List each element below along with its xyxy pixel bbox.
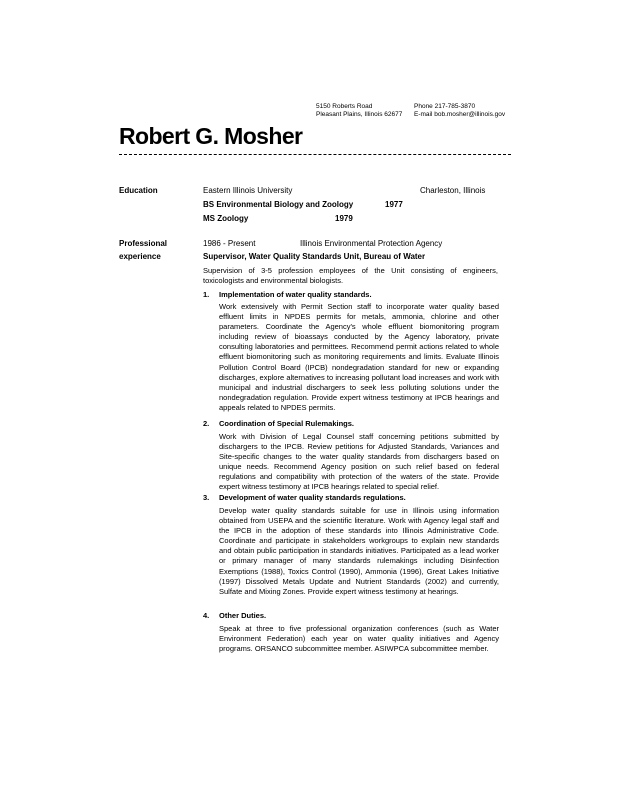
contact-address <box>316 103 402 119</box>
header-divider <box>119 154 511 156</box>
item-2-body <box>219 432 499 493</box>
experience-label-line-1: Professional <box>119 239 168 248</box>
education-school: Eastern Illinois University <box>203 186 293 195</box>
experience-label-line-2: experience <box>119 252 161 261</box>
education-degree-1: BS Environmental Biology and Zoology <box>203 200 354 209</box>
experience-job-title: Supervisor, Water Quality Standards Unit, Bureau of Water <box>203 252 426 261</box>
address-line-2: Pleasant Plains, Illinois 62677 <box>316 111 403 118</box>
resume-name: Robert G. Mosher <box>119 123 303 149</box>
address-line-1: 5150 Roberts Road <box>316 103 373 110</box>
email: E-mail bob.mosher@illinois.gov <box>414 111 506 118</box>
experience-summary <box>203 266 498 286</box>
contact-phone-email <box>414 103 505 119</box>
experience-label <box>119 237 167 263</box>
item-3-body <box>219 506 499 597</box>
education-degree-1-year: 1977 <box>385 200 403 209</box>
item-4-number: 4. <box>203 611 210 620</box>
item-1-title: Implementation of water quality standards. <box>219 290 372 299</box>
phone: Phone 217-785-3870 <box>414 103 476 110</box>
item-4-body <box>219 624 499 654</box>
item-1-text: Work extensively with Permit Section staff to incorporate water quality based effluent limits in NPDES permits for metals, ammonia, chlorine and other parameters. Coordinate the Agency's whole effluent biomonitoring program including review of bioassays conducted by the Agency laboratory, private consulting laboratories and permittees. Recommend permit actions related to whole effluent biomonitoring such as monitoring requirements and limits. Evaluate Illinois Pollution Control Board (IPCB) nondegradation standard for new or expanding discharges, explore alternatives to increasing pollutant load increases and work with municipal and industrial dischargers to seek less polluting solutions under the nondegradation regulation. Provide expert witness testimony at IPCB hearings and appeals related to NPDES permits. <box>219 302 499 412</box>
item-4-title: Other Duties. <box>219 611 267 620</box>
experience-dates: 1986 - Present <box>203 239 256 248</box>
item-4-text: Speak at three to five professional organization conferences (such as Water Environment Federation) each year on water quality initiatives and Agency programs. ORSANCO subcommittee member. ASIWPCA subcommittee member. <box>219 624 499 654</box>
item-2-number: 2. <box>203 419 210 428</box>
item-3-title: Development of water quality standards regulations. <box>219 493 406 502</box>
item-3-text: Develop water quality standards suitable for use in Illinois using information obtained from USEPA and the scientific literature. Work with Agency legal staff and the IPCB in the adoption of these standards into Illinois Administrative Code. Coordinate and participate in stakeholders workgroups to explain new standards and obtain public participation in standards initiatives. Participated as a lead worker or primary manager of many standards rulemakings including Disinfection Exemptions (1988), Toxics Control (1990), Ammonia (1996), Great Lakes Initiative (1997) Dissolved Metals Update and Nutrient Standards (2002) and currently, Sulfate and Mixing Zones. Provide expert witness testimony at hearings. <box>219 506 499 596</box>
item-3-number: 3. <box>203 493 210 502</box>
item-2-title: Coordination of Special Rulemakings. <box>219 419 355 428</box>
education-degree-2-year: 1979 <box>335 214 353 223</box>
item-1-body <box>219 302 499 413</box>
item-1-number: 1. <box>203 290 210 299</box>
education-label: Education <box>119 186 158 195</box>
summary-text: Supervision of 3-5 profession employees of the Unit consisting of engineers, toxicologists and environmental biologists. <box>203 266 498 286</box>
experience-employer: Illinois Environmental Protection Agency <box>300 239 443 248</box>
education-location: Charleston, Illinois <box>420 186 486 195</box>
education-degree-2: MS Zoology <box>203 214 249 223</box>
item-2-text: Work with Division of Legal Counsel staff concerning petitions submitted by dischargers to the IPCB. Review petitions for Adjusted Standards, Variances and Site-specific changes to the water quality standards from dischargers based on unique needs. Recommend Agency position on such relief based on federal regulations and compatibility with protection of the waters of the state. Provide expert witness testimony at IPCB hearings related to special relief. <box>219 432 499 492</box>
